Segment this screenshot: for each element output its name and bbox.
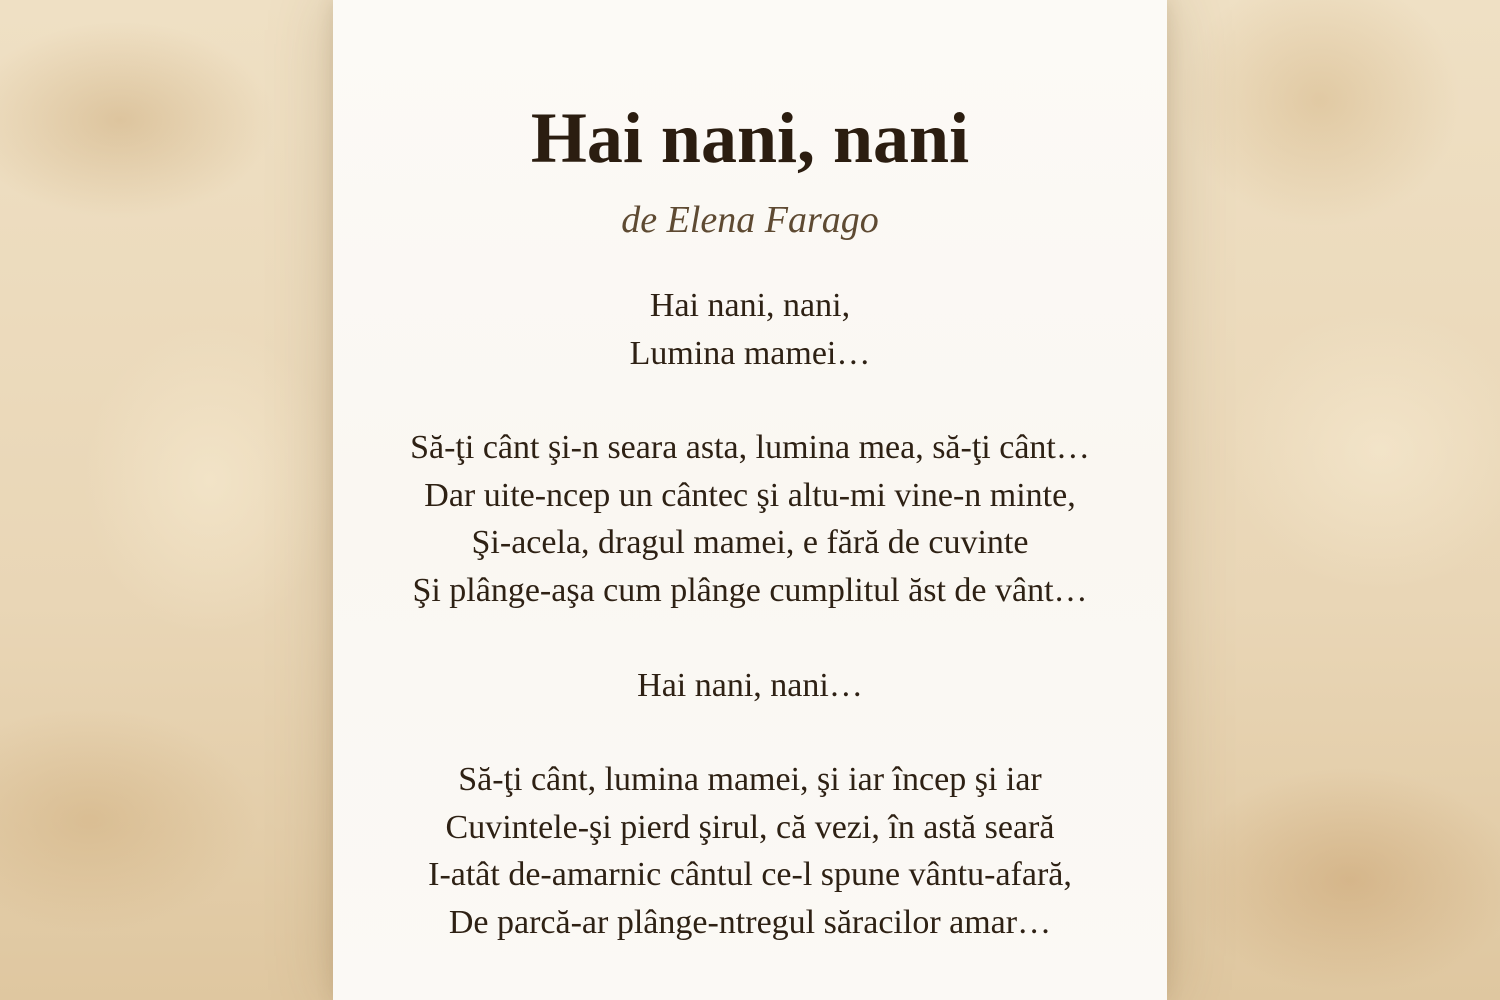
poem-line: Dar uite-ncep un cântec şi altu-mi vine-n minte, <box>424 476 1076 514</box>
poem-author: de Elena Farago <box>621 199 879 241</box>
poem-line: Lumina mamei… <box>629 334 871 372</box>
poem-line: Şi plânge-aşa cum plânge cumplitul ăst de vânt… <box>412 571 1088 609</box>
poem-line: Cuvintele-şi pierd şirul, că vezi, în astă seară <box>445 808 1055 846</box>
stanza-3 <box>333 662 1167 710</box>
poem-title: Hai nani, nani <box>530 98 970 178</box>
stanza-1 <box>333 282 1167 377</box>
poem-line: De parcă-ar plânge-ntregul săracilor amar… <box>448 903 1052 941</box>
poem-line: Să-ţi cânt, lumina mamei, şi iar încep şi iar <box>458 761 1042 799</box>
poem-line: Hai nani, nani, <box>649 287 851 324</box>
poem-page <box>333 0 1167 1000</box>
poem-line: I-atât de-amarnic cântul ce-l spune vântu-afară, <box>428 856 1072 894</box>
stanza-2 <box>333 424 1167 614</box>
poem-line: Şi-acela, dragul mamei, e fără de cuvinte <box>471 524 1029 562</box>
poem-body <box>333 282 1167 994</box>
poem-line: Hai nani, nani… <box>637 666 863 704</box>
stanza-4 <box>333 756 1167 946</box>
poem-line: Să-ţi cânt şi-n seara asta, lumina mea, să-ţi cânt… <box>410 429 1090 467</box>
